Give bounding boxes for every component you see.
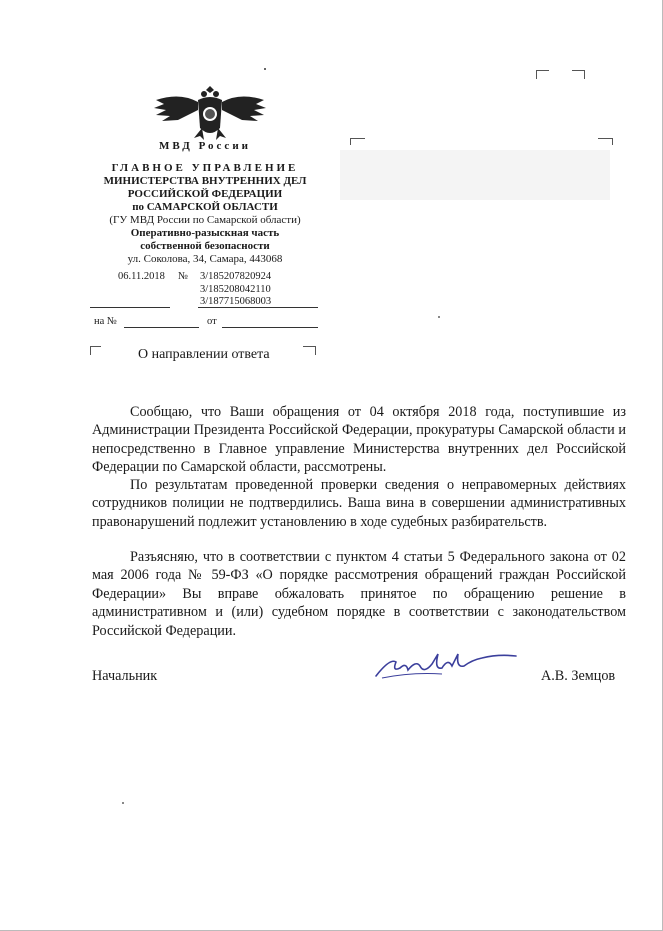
org-name-line2: МИНИСТЕРСТВА ВНУТРЕННИХ ДЕЛ — [103, 175, 307, 187]
org-abbreviation: (ГУ МВД России по Самарской области) — [109, 214, 301, 226]
registration-number-1: 3/185207820924 — [200, 271, 272, 282]
scan-speck — [264, 68, 266, 70]
signatory-position: Начальник — [92, 668, 158, 684]
body-paragraph-2: По результатам проведенной проверки сведения о неправомерных действиях сотрудников полиции не подтвердились. Ваша вина в совершении административных правонарушений подлежит установлению в ходе судебных разбирательств. — [92, 477, 626, 530]
corner-mark — [598, 138, 613, 145]
org-name-line1: ГЛАВНОЕ УПРАВЛЕНИЕ — [111, 162, 299, 174]
subject-line: О направлении ответа — [138, 347, 270, 362]
corner-mark — [536, 70, 549, 79]
corner-mark — [303, 346, 316, 355]
document-date: 06.11.2018 — [118, 271, 165, 282]
corner-mark — [350, 138, 365, 145]
registration-underline — [90, 307, 170, 308]
reference-label: на № — [94, 316, 117, 327]
signatory-name: А.В. Земцов — [541, 668, 616, 684]
eagle-emblem-icon — [150, 80, 270, 142]
registration-number-2: 3/185208042110 — [200, 284, 271, 295]
org-address: ул. Соколова, 34, Самара, 443068 — [127, 253, 283, 265]
reference-from-label: от — [207, 316, 217, 327]
agency-short-name: МВД России — [158, 140, 251, 152]
registration-underline — [198, 307, 318, 308]
handwritten-signature — [372, 648, 522, 682]
corner-mark — [572, 70, 585, 79]
scan-speck — [438, 316, 440, 318]
org-name-line4: по САМАРСКОЙ ОБЛАСТИ — [132, 201, 278, 213]
body-paragraph-3: Разъясняю, что в соответствии с пунктом 4 статьи 5 Федерального закона от 02 мая 2006 года № 59-ФЗ «О порядке рассмотрения обращений граждан Российской Федерации» Вы вправе обжаловать принятое по обращению решение в административном и (или) судебном порядке в соответствии с законодательством Российской Федерации. — [92, 549, 626, 639]
body-paragraph-1: Сообщаю, что Ваши обращения от 04 октября 2018 года, поступившие из Администрации Президента Российской Федерации, прокуратуры Самарской области и непосредственно в Главное управление Министерства внутренних дел Российской Федерации по Самарской области, рассмотрены. — [92, 404, 626, 476]
registration-number-3: 3/187715068003 — [200, 296, 272, 307]
reference-date-line — [222, 327, 318, 328]
scan-speck — [122, 802, 124, 804]
redacted-addressee — [340, 150, 610, 200]
unit-name-line2: собственной безопасности — [140, 240, 270, 252]
number-sign: № — [178, 271, 189, 282]
org-name-line3: РОССИЙСКОЙ ФЕДЕРАЦИИ — [127, 188, 283, 200]
corner-mark — [90, 346, 101, 355]
reference-number-line — [124, 327, 199, 328]
unit-name-line1: Оперативно-разыскная часть — [130, 227, 280, 239]
